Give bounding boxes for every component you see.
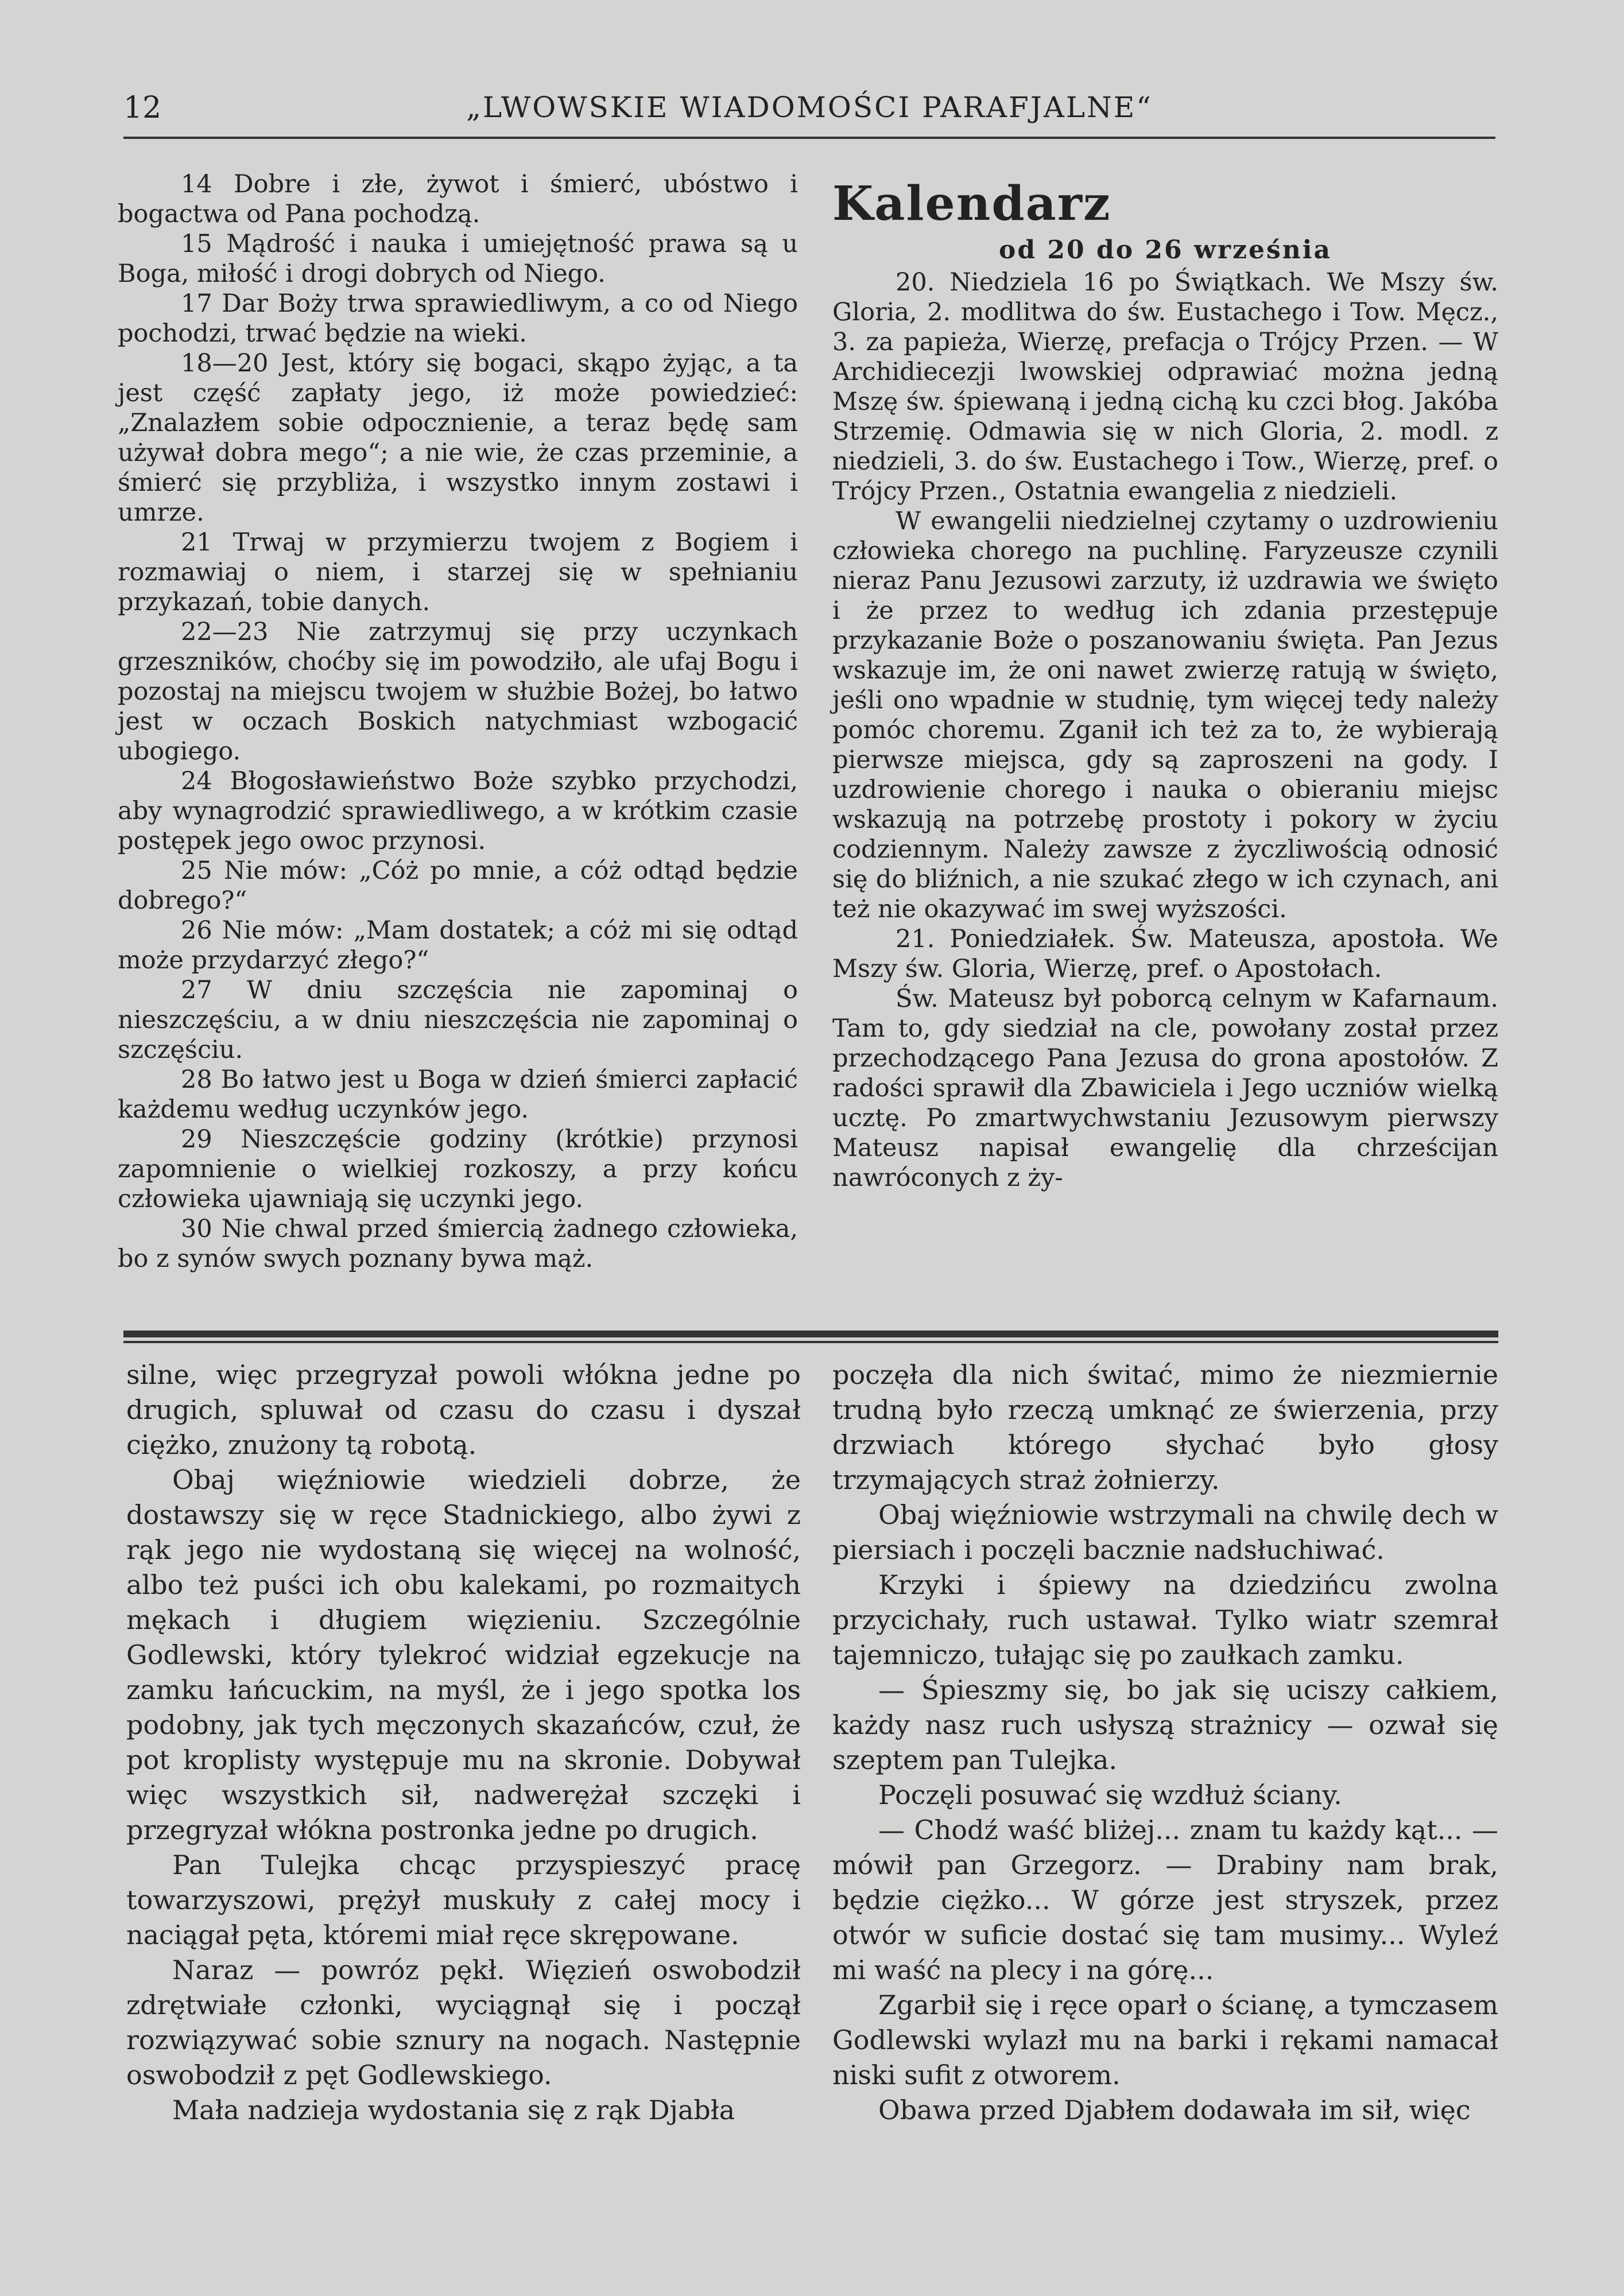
section-divider-thin: [123, 1341, 1498, 1343]
calendar-column: [832, 172, 1498, 1193]
verse: 18—20 Jest, który się bogaci, skąpo żyjąc, a ta jest część zapłaty jego, iż może powiedzieć: „Znalazłem sobie odpocznienie, a teraz będę sam używał dobra mego“; a nie wie, że czas przeminie, a śmierć się przybliża, i wszystko innym zostawi i umrze.: [118, 349, 798, 527]
verse: 21 Trwaj w przymierzu twojem z Bogiem i rozmawiaj o niem, i starzej się w spełnianiu przykazań, tobie danych.: [118, 528, 798, 616]
calendar-title: Kalendarz: [832, 176, 1111, 231]
verses-column: [118, 169, 798, 1274]
story-paragraph: Poczęli posuwać się wzdłuż ściany.: [878, 1779, 1342, 1810]
section-divider: [123, 1331, 1498, 1337]
page-header: [123, 91, 1495, 139]
verse: 27 W dniu szczęścia nie zapominaj o nieszczęściu, a w dniu nieszczęścia nie zapominaj o szczęściu.: [118, 976, 798, 1064]
calendar-paragraph: 21. Poniedziałek. Św. Mateusza, apostoła. We Mszy św. Gloria, Wierzę, pref. o Apostołach.: [832, 925, 1498, 983]
story-paragraph: silne, więc przegryzał powoli włókna jedne po drugich, spluwał od czasu do czasu i dyszał ciężko, znużony tą robotą.: [126, 1359, 801, 1460]
story-column-left: [126, 1358, 801, 2128]
calendar-paragraph: Św. Mateusz był poborcą celnym w Kafarnaum. Tam to, gdy siedział na cle, powołany został przez przechodzącego Pana Jezusa do grona apostołów. Z radości sprawił dla Zbawiciela i Jego uczniów wielką ucztę. Po zmartwychwstaniu Jezusowym pierwszy Mateusz napisał ewangelię dla chrześcijan nawróconych z ży-: [832, 984, 1498, 1192]
story-paragraph: Obaj więźniowie wiedzieli dobrze, że dostawszy się w ręce Stadnickiego, albo żywi z rąk jego nie wydostaną się więcej na wolność, albo też puści ich obu kalekami, po rozmaitych mękach i długiem więzieniu. Szczególnie Godlewski, który tylekroć widział egzekucje na zamku łańcuckim, na myśl, że i jego spotka los podobny, jak tych męczonych skazańców, czuł, że pot kroplisty występuje mu na skronie. Dobywał więc wszystkich sił, nadwerężał szczęki i przegryzał włókna postronka jedne po drugich.: [126, 1464, 801, 1845]
story-paragraph: Pan Tulejka chcąc przyspieszyć pracę towarzyszowi, prężył muskuły z całej mocy i naciągał pęta, któremi miał ręce skrępowane.: [126, 1849, 801, 1950]
story-paragraph: Obaj więźniowie wstrzymali na chwilę dech w piersiach i poczęli bacznie nadsłuchiwać.: [832, 1499, 1498, 1565]
story-paragraph: Obawa przed Djabłem dodawała im sił, więc: [878, 2095, 1471, 2126]
story-paragraph: Naraz — powróz pękł. Więzień oswobodził zdrętwiałe członki, wyciągnął się i począł rozwiązywać sobie sznury na nogach. Następnie oswobodził z pęt Godlewskiego.: [126, 1954, 801, 2091]
story-paragraph: poczęła dla nich świtać, mimo że niezmiernie trudną było rzeczą umknąć ze świerzenia, przy drzwiach którego słychać było głosy trzymających straż żołnierzy.: [832, 1359, 1498, 1495]
verse: 14 Dobre i złe, żywot i śmierć, ubóstwo i bogactwa od Pana pochodzą.: [118, 170, 798, 228]
story-paragraph: — Śpieszmy się, bo jak się uciszy całkiem, każdy nasz ruch usłyszą strażnicy — ozwał się szeptem pan Tulejka.: [832, 1674, 1498, 1775]
story-paragraph: Zgarbił się i ręce oparł o ścianę, a tymczasem Godlewski wylazł mu na barki i rękami namacał niski sufit z otworem.: [832, 1989, 1498, 2091]
verse: 26 Nie mów: „Mam dostatek; a cóż mi się odtąd może przydarzyć złego?“: [118, 916, 798, 975]
verse: 28 Bo łatwo jest u Boga w dzień śmierci zapłacić każdemu według uczynków jego.: [118, 1065, 798, 1124]
calendar-paragraph: W ewangelii niedzielnej czytamy o uzdrowieniu człowieka chorego na puchlinę. Faryzeusze czynili nieraz Panu Jezusowi zarzuty, iż uzdrawia we święto i że przez to według ich zdania przestępuje przykazanie Boże o poszanowaniu święta. Pan Jezus wskazuje im, że oni nawet zwierzę ratują w święto, jeśli ono wpadnie w studnię, tym więcej tedy należy pomóc choremu. Zganił ich też za to, że wybierają pierwsze miejsca, gdy są zaproszeni na gody. I uzdrowienie chorego i nauka o obieraniu miejsc wskazują na potrzebę prostoty i pokory w życiu codziennym. Należy zawsze z życzliwością odnosić się do bliźnich, a nie szukać złego w ich czynach, ani też nie okazywać im swej wyższości.: [832, 507, 1498, 924]
running-title: „LWOWSKIE WIADOMOŚCI PARAFJALNE“: [466, 91, 1153, 124]
verse: 17 Dar Boży trwa sprawiedliwym, a co od Niego pochodzi, trwać będzie na wieki.: [118, 289, 798, 348]
page-number: 12: [123, 91, 162, 125]
verse: 15 Mądrość i nauka i umiejętność prawa są u Boga, miłość i drogi dobrych od Niego.: [118, 230, 798, 288]
verse: 29 Nieszczęście godziny (krótkie) przynosi zapomnienie o wielkiej rozkoszy, a przy końcu człowieka ujawniają się uczynki jego.: [118, 1125, 798, 1213]
verse: 25 Nie mów: „Cóż po mnie, a cóż odtąd będzie dobrego?“: [118, 856, 798, 915]
calendar-subtitle: od 20 do 26 września: [999, 235, 1332, 265]
verse: 22—23 Nie zatrzymuj się przy uczynkach grzeszników, choćby się im powodziło, ale ufaj Bogu i pozostaj na miejscu twojem w służbie Bożej, bo łatwo jest w oczach Boskich natychmiast wzbogacić ubogiego.: [118, 618, 798, 766]
story-paragraph: Mała nadzieja wydostania się z rąk Djabła: [172, 2095, 735, 2126]
verse: 30 Nie chwal przed śmiercią żadnego człowieka, bo z synów swych poznany bywa mąż.: [118, 1215, 798, 1273]
story-paragraph: — Chodź waść bliżej... znam tu każdy kąt... — mówił pan Grzegorz. — Drabiny nam brak, będzie ciężko... W górze jest stryszek, przez otwór w suficie dostać się tam musimy... Wyleź mi waść na plecy i na górę...: [832, 1814, 1498, 1985]
verse: 24 Błogosławieństwo Boże szybko przychodzi, aby wynagrodzić sprawiedliwego, a w krótkim czasie postępek jego owoc przynosi.: [118, 767, 798, 855]
calendar-paragraph: 20. Niedziela 16 po Świątkach. We Mszy św. Gloria, 2. modlitwa do św. Eustachego i Tow. Męcz., 3. za papieża, Wierzę, prefacja o Trójcy Przen. — W Archidiecezji lwowskiej odprawiać można jedną Mszę św. śpiewaną i jedną cichą ku czci błog. Jakóba Strzemię. Odmawia się w nich Gloria, 2. modl. z niedzieli, 3. do św. Eustachego i Tow., Wierzę, pref. o Trójcy Przen., Ostatnia ewangelia z niedzieli.: [832, 268, 1498, 506]
story-column-right: [832, 1358, 1498, 2128]
story-paragraph: Krzyki i śpiewy na dziedzińcu zwolna przycichały, ruch ustawał. Tylko wiatr szemrał tajemniczo, tułając się po zaułkach zamku.: [832, 1569, 1498, 1670]
